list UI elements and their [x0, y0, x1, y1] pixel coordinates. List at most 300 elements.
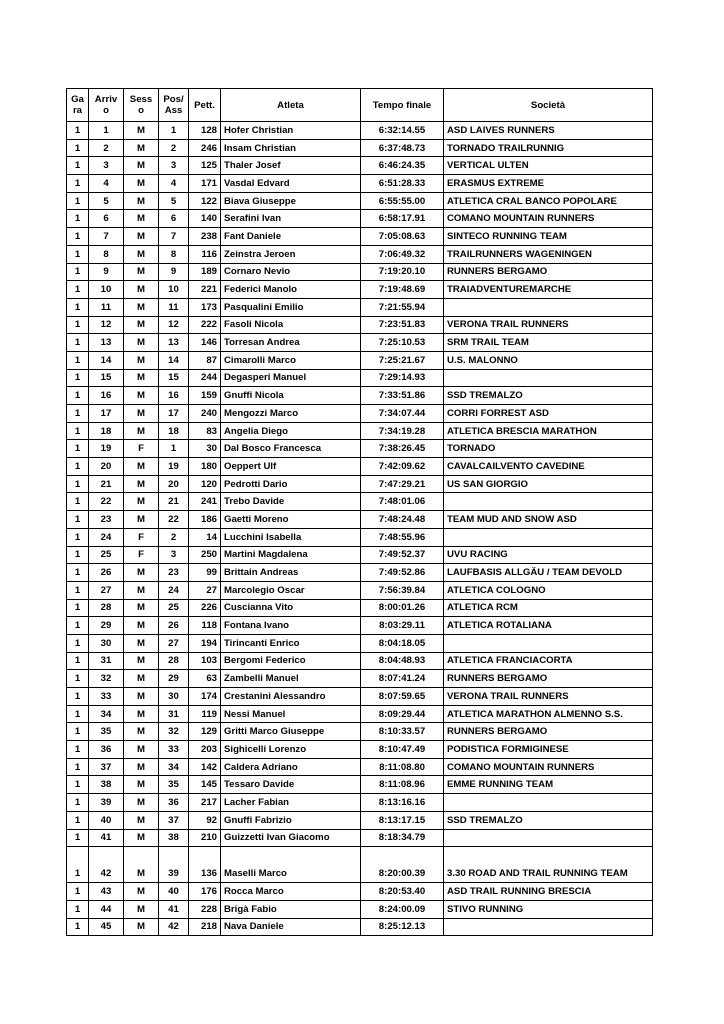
cell-tempo-finale: 8:10:47.49 [361, 741, 444, 759]
cell-arrivo: 42 [89, 847, 124, 883]
table-row [67, 883, 653, 901]
cell-atleta: Nava Daniele [221, 918, 361, 936]
cell-atleta: Lucchini Isabella [221, 528, 361, 546]
cell-societa: RUNNERS BERGAMO [444, 723, 653, 741]
table-row [67, 228, 653, 246]
cell-societa: UVU RACING [444, 546, 653, 564]
col-header-pos-ass: Pos/ Ass [159, 89, 189, 122]
cell-sesso: M [124, 883, 159, 901]
cell-pett: 63 [189, 670, 221, 688]
cell-arrivo: 35 [89, 723, 124, 741]
cell-tempo-finale: 8:09:29.44 [361, 705, 444, 723]
cell-societa: ATLETICA COLOGNO [444, 581, 653, 599]
table-row [67, 175, 653, 193]
table-row [67, 298, 653, 316]
table-row [67, 652, 653, 670]
cell-tempo-finale: 7:06:49.32 [361, 245, 444, 263]
cell-arrivo: 26 [89, 564, 124, 582]
cell-atleta: Serafini Ivan [221, 210, 361, 228]
cell-atleta: Marcolegio Oscar [221, 581, 361, 599]
cell-gara: 1 [67, 652, 89, 670]
cell-pett: 99 [189, 564, 221, 582]
table-row [67, 263, 653, 281]
cell-pos-ass: 1 [159, 440, 189, 458]
cell-arrivo: 32 [89, 670, 124, 688]
cell-pett: 222 [189, 316, 221, 334]
cell-sesso: M [124, 316, 159, 334]
cell-pett: 218 [189, 918, 221, 936]
cell-tempo-finale: 7:29:14.93 [361, 369, 444, 387]
table-row [67, 758, 653, 776]
cell-sesso: M [124, 670, 159, 688]
cell-atleta: Degasperi Manuel [221, 369, 361, 387]
cell-tempo-finale: 8:07:41.24 [361, 670, 444, 688]
cell-pos-ass: 41 [159, 900, 189, 918]
cell-pett: 145 [189, 776, 221, 794]
cell-gara: 1 [67, 617, 89, 635]
cell-sesso: M [124, 245, 159, 263]
table-row [67, 564, 653, 582]
cell-atleta: Martini Magdalena [221, 546, 361, 564]
cell-pos-ass: 13 [159, 334, 189, 352]
cell-atleta: Sighicelli Lorenzo [221, 741, 361, 759]
cell-pos-ass: 40 [159, 883, 189, 901]
cell-pett: 186 [189, 511, 221, 529]
cell-pett: 246 [189, 139, 221, 157]
cell-arrivo: 15 [89, 369, 124, 387]
table-row [67, 245, 653, 263]
cell-tempo-finale: 7:34:19.28 [361, 422, 444, 440]
cell-pett: 217 [189, 794, 221, 812]
col-header-societa: Società [444, 89, 653, 122]
cell-pett: 92 [189, 811, 221, 829]
table-row [67, 192, 653, 210]
table-row [67, 405, 653, 423]
cell-tempo-finale: 7:34:07.44 [361, 405, 444, 423]
results-sheet [66, 88, 652, 936]
cell-pos-ass: 5 [159, 192, 189, 210]
cell-arrivo: 44 [89, 900, 124, 918]
cell-atleta: Torresan Andrea [221, 334, 361, 352]
cell-tempo-finale: 8:24:00.09 [361, 900, 444, 918]
cell-societa: CAVALCAILVENTO CAVEDINE [444, 458, 653, 476]
cell-atleta: Fontana Ivano [221, 617, 361, 635]
cell-atleta: Nessi Manuel [221, 705, 361, 723]
cell-sesso: F [124, 528, 159, 546]
cell-gara: 1 [67, 493, 89, 511]
cell-atleta: Pasqualini Emilio [221, 298, 361, 316]
cell-arrivo: 4 [89, 175, 124, 193]
cell-societa: VERONA TRAIL RUNNERS [444, 316, 653, 334]
table-row [67, 351, 653, 369]
cell-pett: 30 [189, 440, 221, 458]
cell-sesso: F [124, 546, 159, 564]
cell-gara: 1 [67, 883, 89, 901]
cell-sesso: M [124, 210, 159, 228]
cell-societa [444, 493, 653, 511]
cell-sesso: M [124, 351, 159, 369]
col-header-gara: Gara [67, 89, 89, 122]
cell-gara: 1 [67, 351, 89, 369]
cell-atleta: Zeinstra Jeroen [221, 245, 361, 263]
cell-tempo-finale: 7:23:51.83 [361, 316, 444, 334]
cell-arrivo: 45 [89, 918, 124, 936]
cell-pett: 128 [189, 122, 221, 140]
cell-societa: PODISTICA FORMIGINESE [444, 741, 653, 759]
table-row [67, 829, 653, 847]
cell-atleta: Tessaro Davide [221, 776, 361, 794]
cell-pett: 103 [189, 652, 221, 670]
cell-pett: 140 [189, 210, 221, 228]
table-row [67, 528, 653, 546]
cell-societa: VERTICAL ULTEN [444, 157, 653, 175]
cell-pos-ass: 1 [159, 122, 189, 140]
cell-gara: 1 [67, 210, 89, 228]
cell-arrivo: 7 [89, 228, 124, 246]
cell-atleta: Thaler Josef [221, 157, 361, 175]
cell-pos-ass: 22 [159, 511, 189, 529]
cell-gara: 1 [67, 546, 89, 564]
cell-sesso: M [124, 405, 159, 423]
cell-tempo-finale: 6:55:55.00 [361, 192, 444, 210]
cell-atleta: Cuscianna Vito [221, 599, 361, 617]
cell-atleta: Mengozzi Marco [221, 405, 361, 423]
cell-tempo-finale: 7:49:52.86 [361, 564, 444, 582]
cell-arrivo: 8 [89, 245, 124, 263]
cell-sesso: M [124, 652, 159, 670]
cell-societa: SRM TRAIL TEAM [444, 334, 653, 352]
cell-tempo-finale: 8:07:59.65 [361, 688, 444, 706]
cell-arrivo: 11 [89, 298, 124, 316]
cell-gara: 1 [67, 811, 89, 829]
cell-tempo-finale: 8:04:18.05 [361, 634, 444, 652]
cell-atleta: Oeppert Ulf [221, 458, 361, 476]
cell-arrivo: 27 [89, 581, 124, 599]
cell-tempo-finale: 7:48:01.06 [361, 493, 444, 511]
cell-pos-ass: 30 [159, 688, 189, 706]
cell-gara: 1 [67, 705, 89, 723]
cell-arrivo: 30 [89, 634, 124, 652]
cell-sesso: M [124, 794, 159, 812]
cell-sesso: M [124, 157, 159, 175]
cell-pett: 228 [189, 900, 221, 918]
cell-societa: ATLETICA MARATHON ALMENNO S.S. [444, 705, 653, 723]
cell-sesso: M [124, 298, 159, 316]
cell-pett: 173 [189, 298, 221, 316]
cell-tempo-finale: 7:19:20.10 [361, 263, 444, 281]
cell-societa: COMANO MOUNTAIN RUNNERS [444, 758, 653, 776]
cell-pos-ass: 28 [159, 652, 189, 670]
table-row [67, 369, 653, 387]
cell-sesso: M [124, 900, 159, 918]
cell-tempo-finale: 7:38:26.45 [361, 440, 444, 458]
cell-pett: 240 [189, 405, 221, 423]
cell-gara: 1 [67, 900, 89, 918]
cell-arrivo: 21 [89, 475, 124, 493]
cell-pos-ass: 8 [159, 245, 189, 263]
cell-societa: 3.30 ROAD AND TRAIL RUNNING TEAM [444, 847, 653, 883]
table-row [67, 581, 653, 599]
cell-tempo-finale: 6:37:48.73 [361, 139, 444, 157]
cell-sesso: M [124, 458, 159, 476]
cell-atleta: Vasdal Edvard [221, 175, 361, 193]
cell-gara: 1 [67, 263, 89, 281]
cell-tempo-finale: 6:46:24.35 [361, 157, 444, 175]
cell-pos-ass: 6 [159, 210, 189, 228]
cell-pos-ass: 32 [159, 723, 189, 741]
cell-atleta: Insam Christian [221, 139, 361, 157]
cell-societa: CORRI FORREST ASD [444, 405, 653, 423]
cell-sesso: M [124, 617, 159, 635]
cell-tempo-finale: 7:05:08.63 [361, 228, 444, 246]
cell-atleta: Maselli Marco [221, 847, 361, 883]
cell-pos-ass: 17 [159, 405, 189, 423]
cell-pett: 189 [189, 263, 221, 281]
cell-tempo-finale: 7:48:55.96 [361, 528, 444, 546]
cell-pett: 176 [189, 883, 221, 901]
cell-pett: 14 [189, 528, 221, 546]
cell-societa: ERASMUS EXTREME [444, 175, 653, 193]
cell-gara: 1 [67, 634, 89, 652]
cell-sesso: M [124, 175, 159, 193]
cell-gara: 1 [67, 422, 89, 440]
cell-tempo-finale: 8:25:12.13 [361, 918, 444, 936]
cell-sesso: M [124, 564, 159, 582]
cell-arrivo: 23 [89, 511, 124, 529]
cell-arrivo: 12 [89, 316, 124, 334]
cell-atleta: Cimarolli Marco [221, 351, 361, 369]
cell-gara: 1 [67, 599, 89, 617]
cell-gara: 1 [67, 122, 89, 140]
cell-pos-ass: 16 [159, 387, 189, 405]
cell-tempo-finale: 8:11:08.96 [361, 776, 444, 794]
cell-tempo-finale: 7:33:51.86 [361, 387, 444, 405]
cell-gara: 1 [67, 511, 89, 529]
cell-pett: 171 [189, 175, 221, 193]
table-row [67, 918, 653, 936]
table-row [67, 794, 653, 812]
cell-arrivo: 13 [89, 334, 124, 352]
cell-gara: 1 [67, 334, 89, 352]
table-row [67, 440, 653, 458]
cell-pos-ass: 20 [159, 475, 189, 493]
cell-societa: TEAM MUD AND SNOW ASD [444, 511, 653, 529]
cell-arrivo: 39 [89, 794, 124, 812]
cell-pett: 194 [189, 634, 221, 652]
cell-sesso: M [124, 263, 159, 281]
table-row [67, 157, 653, 175]
cell-societa: ASD TRAIL RUNNING BRESCIA [444, 883, 653, 901]
cell-gara: 1 [67, 723, 89, 741]
cell-pos-ass: 14 [159, 351, 189, 369]
cell-pett: 122 [189, 192, 221, 210]
cell-societa: TRAIADVENTUREMARCHE [444, 281, 653, 299]
cell-pos-ass: 2 [159, 528, 189, 546]
cell-societa: STIVO RUNNING [444, 900, 653, 918]
cell-pos-ass: 9 [159, 263, 189, 281]
cell-tempo-finale: 6:58:17.91 [361, 210, 444, 228]
cell-pos-ass: 2 [159, 139, 189, 157]
cell-societa: LAUFBASIS ALLGÄU / TEAM DEVOLD [444, 564, 653, 582]
cell-pett: 244 [189, 369, 221, 387]
cell-sesso: M [124, 758, 159, 776]
cell-gara: 1 [67, 405, 89, 423]
table-row [67, 210, 653, 228]
cell-societa [444, 918, 653, 936]
cell-pett: 250 [189, 546, 221, 564]
cell-pos-ass: 26 [159, 617, 189, 635]
table-row [67, 475, 653, 493]
cell-pos-ass: 3 [159, 546, 189, 564]
cell-sesso: M [124, 705, 159, 723]
cell-arrivo: 3 [89, 157, 124, 175]
cell-tempo-finale: 8:13:16.16 [361, 794, 444, 812]
cell-pett: 203 [189, 741, 221, 759]
cell-pos-ass: 11 [159, 298, 189, 316]
cell-societa: US SAN GIORGIO [444, 475, 653, 493]
cell-arrivo: 6 [89, 210, 124, 228]
cell-gara: 1 [67, 776, 89, 794]
cell-societa [444, 634, 653, 652]
cell-arrivo: 25 [89, 546, 124, 564]
cell-societa [444, 794, 653, 812]
cell-sesso: M [124, 847, 159, 883]
cell-tempo-finale: 8:10:33.57 [361, 723, 444, 741]
cell-arrivo: 2 [89, 139, 124, 157]
cell-gara: 1 [67, 564, 89, 582]
cell-arrivo: 19 [89, 440, 124, 458]
cell-sesso: M [124, 369, 159, 387]
table-row [67, 670, 653, 688]
table-row [67, 334, 653, 352]
table-row [67, 741, 653, 759]
cell-pett: 238 [189, 228, 221, 246]
cell-sesso: M [124, 723, 159, 741]
cell-gara: 1 [67, 475, 89, 493]
cell-atleta: Pedrotti Dario [221, 475, 361, 493]
cell-pett: 125 [189, 157, 221, 175]
table-row [67, 811, 653, 829]
cell-gara: 1 [67, 581, 89, 599]
cell-pett: 180 [189, 458, 221, 476]
cell-gara: 1 [67, 794, 89, 812]
cell-pett: 129 [189, 723, 221, 741]
table-row [67, 139, 653, 157]
cell-tempo-finale: 7:25:10.53 [361, 334, 444, 352]
cell-arrivo: 28 [89, 599, 124, 617]
cell-arrivo: 16 [89, 387, 124, 405]
cell-societa: U.S. MALONNO [444, 351, 653, 369]
table-row [67, 546, 653, 564]
cell-sesso: M [124, 281, 159, 299]
cell-sesso: M [124, 776, 159, 794]
cell-gara: 1 [67, 298, 89, 316]
cell-atleta: Gnuffi Fabrizio [221, 811, 361, 829]
cell-arrivo: 43 [89, 883, 124, 901]
cell-sesso: M [124, 581, 159, 599]
cell-atleta: Cornaro Nevio [221, 263, 361, 281]
cell-tempo-finale: 7:48:24.48 [361, 511, 444, 529]
cell-societa [444, 528, 653, 546]
results-table [66, 88, 653, 936]
cell-pos-ass: 7 [159, 228, 189, 246]
cell-pett: 83 [189, 422, 221, 440]
cell-sesso: M [124, 493, 159, 511]
cell-tempo-finale: 8:20:53.40 [361, 883, 444, 901]
cell-societa: SSD TREMALZO [444, 387, 653, 405]
cell-pett: 146 [189, 334, 221, 352]
cell-gara: 1 [67, 528, 89, 546]
cell-tempo-finale: 6:51:28.33 [361, 175, 444, 193]
cell-sesso: M [124, 918, 159, 936]
table-row [67, 705, 653, 723]
table-row [67, 634, 653, 652]
cell-societa: VERONA TRAIL RUNNERS [444, 688, 653, 706]
cell-pos-ass: 24 [159, 581, 189, 599]
cell-pos-ass: 4 [159, 175, 189, 193]
cell-sesso: M [124, 599, 159, 617]
cell-tempo-finale: 7:47:29.21 [361, 475, 444, 493]
cell-sesso: M [124, 139, 159, 157]
cell-societa: RUNNERS BERGAMO [444, 263, 653, 281]
cell-arrivo: 18 [89, 422, 124, 440]
cell-societa: ATLETICA BRESCIA MARATHON [444, 422, 653, 440]
cell-atleta: Rocca Marco [221, 883, 361, 901]
cell-pett: 119 [189, 705, 221, 723]
cell-societa: TORNADO TRAILRUNNIG [444, 139, 653, 157]
cell-atleta: Brittain Andreas [221, 564, 361, 582]
cell-tempo-finale: 7:42:09.62 [361, 458, 444, 476]
cell-tempo-finale: 7:56:39.84 [361, 581, 444, 599]
cell-arrivo: 9 [89, 263, 124, 281]
cell-gara: 1 [67, 670, 89, 688]
table-row [67, 723, 653, 741]
cell-atleta: Gnuffi Nicola [221, 387, 361, 405]
cell-atleta: Angelia Diego [221, 422, 361, 440]
cell-atleta: Tirincanti Enrico [221, 634, 361, 652]
col-header-pett: Pett. [189, 89, 221, 122]
cell-gara: 1 [67, 139, 89, 157]
cell-gara: 1 [67, 847, 89, 883]
cell-atleta: Lacher Fabian [221, 794, 361, 812]
cell-atleta: Gaetti Moreno [221, 511, 361, 529]
cell-pett: 116 [189, 245, 221, 263]
cell-societa: ATLETICA FRANCIACORTA [444, 652, 653, 670]
cell-arrivo: 24 [89, 528, 124, 546]
cell-sesso: M [124, 511, 159, 529]
cell-sesso: M [124, 634, 159, 652]
col-header-sesso: Sesso [124, 89, 159, 122]
cell-atleta: Zambelli Manuel [221, 670, 361, 688]
cell-arrivo: 17 [89, 405, 124, 423]
cell-pos-ass: 36 [159, 794, 189, 812]
cell-atleta: Bergomi Federico [221, 652, 361, 670]
cell-arrivo: 10 [89, 281, 124, 299]
cell-gara: 1 [67, 281, 89, 299]
cell-gara: 1 [67, 440, 89, 458]
cell-arrivo: 38 [89, 776, 124, 794]
cell-pos-ass: 29 [159, 670, 189, 688]
table-row [67, 458, 653, 476]
cell-gara: 1 [67, 245, 89, 263]
cell-tempo-finale: 7:25:21.67 [361, 351, 444, 369]
cell-pett: 120 [189, 475, 221, 493]
table-row [67, 900, 653, 918]
cell-pos-ass: 37 [159, 811, 189, 829]
cell-arrivo: 1 [89, 122, 124, 140]
cell-arrivo: 37 [89, 758, 124, 776]
cell-tempo-finale: 7:19:48.69 [361, 281, 444, 299]
